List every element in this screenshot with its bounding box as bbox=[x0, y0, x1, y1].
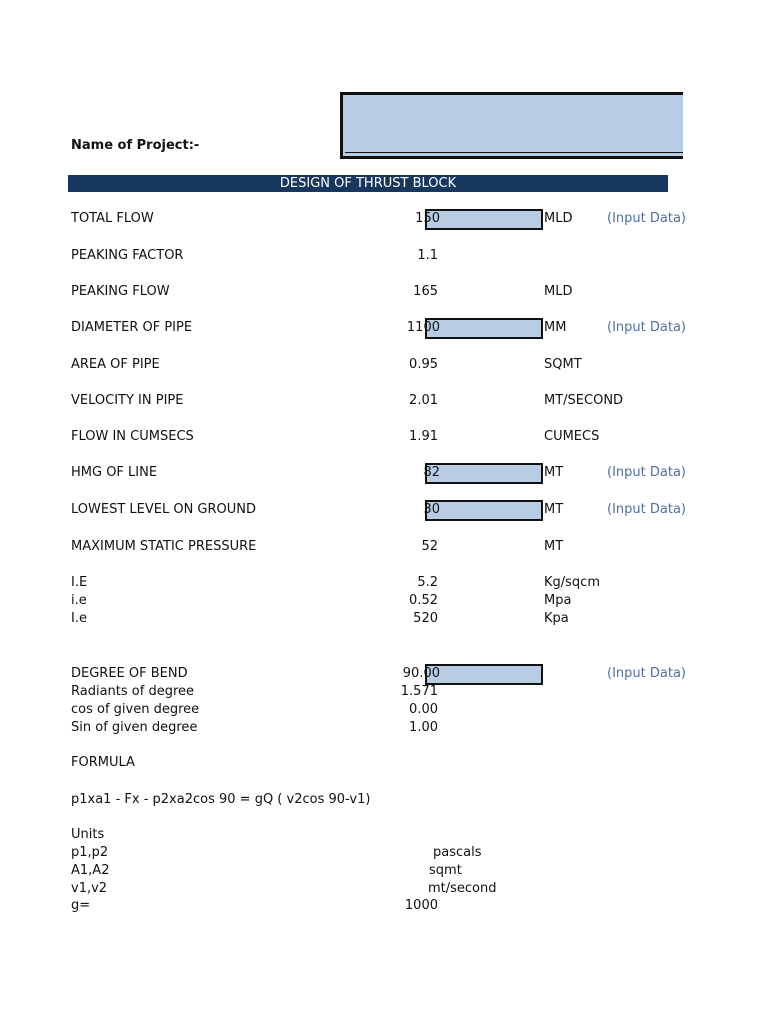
row-value: 1.1 bbox=[417, 248, 438, 263]
project-name-input[interactable] bbox=[340, 92, 683, 159]
row-value: 1.571 bbox=[400, 684, 438, 699]
row-label: TOTAL FLOW bbox=[71, 211, 154, 226]
row-value: 52 bbox=[421, 539, 438, 554]
row-value: 150 bbox=[415, 211, 440, 226]
input-cell[interactable] bbox=[425, 500, 543, 521]
row-value: 520 bbox=[413, 611, 438, 626]
unit-value-p: pascals bbox=[433, 845, 482, 860]
input-cell[interactable] bbox=[425, 664, 543, 685]
unit-label-a: A1,A2 bbox=[71, 863, 110, 878]
row-label: HMG OF LINE bbox=[71, 465, 158, 480]
row-label: DEGREE OF BEND bbox=[71, 666, 188, 681]
row-label: AREA OF PIPE bbox=[71, 357, 160, 372]
row-unit: MT/SECOND bbox=[544, 393, 624, 408]
input-cell[interactable] bbox=[425, 318, 543, 339]
row-label: I.e bbox=[71, 611, 87, 626]
sheet-title-banner: DESIGN OF THRUST BLOCK bbox=[68, 175, 668, 192]
row-unit: MM bbox=[544, 320, 567, 335]
row-label: Sin of given degree bbox=[71, 720, 198, 735]
row-value: 1.91 bbox=[409, 429, 438, 444]
row-value: 2.01 bbox=[409, 393, 438, 408]
row-label: i.e bbox=[71, 593, 87, 608]
g-value: 1000 bbox=[404, 898, 438, 913]
row-unit: MT bbox=[544, 465, 564, 480]
formula-text: p1xa1 - Fx - p2xa2cos 90 = gQ ( v2cos 90-v1) bbox=[71, 792, 371, 807]
input-data-note: (Input Data) bbox=[607, 666, 686, 681]
unit-value-v: mt/second bbox=[428, 881, 497, 896]
row-value: 90.00 bbox=[402, 666, 440, 681]
row-label: VELOCITY IN PIPE bbox=[71, 393, 184, 408]
input-data-note: (Input Data) bbox=[607, 320, 686, 335]
row-value: 0.00 bbox=[409, 702, 438, 717]
row-unit: SQMT bbox=[544, 357, 582, 372]
row-value: 30 bbox=[423, 502, 440, 517]
units-label: Units bbox=[71, 827, 105, 842]
row-value: 1100 bbox=[406, 320, 440, 335]
row-value: 5.2 bbox=[417, 575, 438, 590]
row-unit: MLD bbox=[544, 284, 573, 299]
row-unit: MT bbox=[544, 502, 564, 517]
formula-label: FORMULA bbox=[71, 755, 135, 770]
unit-label-v: v1,v2 bbox=[71, 881, 108, 896]
row-value: 1.00 bbox=[409, 720, 438, 735]
unit-label-p: p1,p2 bbox=[71, 845, 109, 860]
input-cell[interactable] bbox=[425, 209, 543, 230]
input-cell[interactable] bbox=[425, 463, 543, 484]
row-value: 82 bbox=[423, 465, 440, 480]
row-label: MAXIMUM STATIC PRESSURE bbox=[71, 539, 257, 554]
input-data-note: (Input Data) bbox=[607, 502, 686, 517]
row-label: LOWEST LEVEL ON GROUND bbox=[71, 502, 257, 517]
row-unit: Kg/sqcm bbox=[544, 575, 600, 590]
row-unit: CUMECS bbox=[544, 429, 600, 444]
row-label: PEAKING FLOW bbox=[71, 284, 170, 299]
project-label: Name of Project:- bbox=[71, 138, 200, 153]
row-label: DIAMETER OF PIPE bbox=[71, 320, 193, 335]
row-unit: Mpa bbox=[544, 593, 572, 608]
row-label: Radiants of degree bbox=[71, 684, 195, 699]
unit-value-a: sqmt bbox=[429, 863, 462, 878]
input-data-note: (Input Data) bbox=[607, 211, 686, 226]
row-label: cos of given degree bbox=[71, 702, 200, 717]
row-value: 0.95 bbox=[409, 357, 438, 372]
input-data-note: (Input Data) bbox=[607, 465, 686, 480]
row-unit: MT bbox=[544, 539, 564, 554]
row-label: PEAKING FACTOR bbox=[71, 248, 184, 263]
row-unit: MLD bbox=[544, 211, 573, 226]
row-label: FLOW IN CUMSECS bbox=[71, 429, 194, 444]
g-label: g= bbox=[71, 898, 91, 913]
row-value: 0.52 bbox=[409, 593, 438, 608]
row-label: I.E bbox=[71, 575, 88, 590]
row-unit: Kpa bbox=[544, 611, 569, 626]
row-value: 165 bbox=[413, 284, 438, 299]
